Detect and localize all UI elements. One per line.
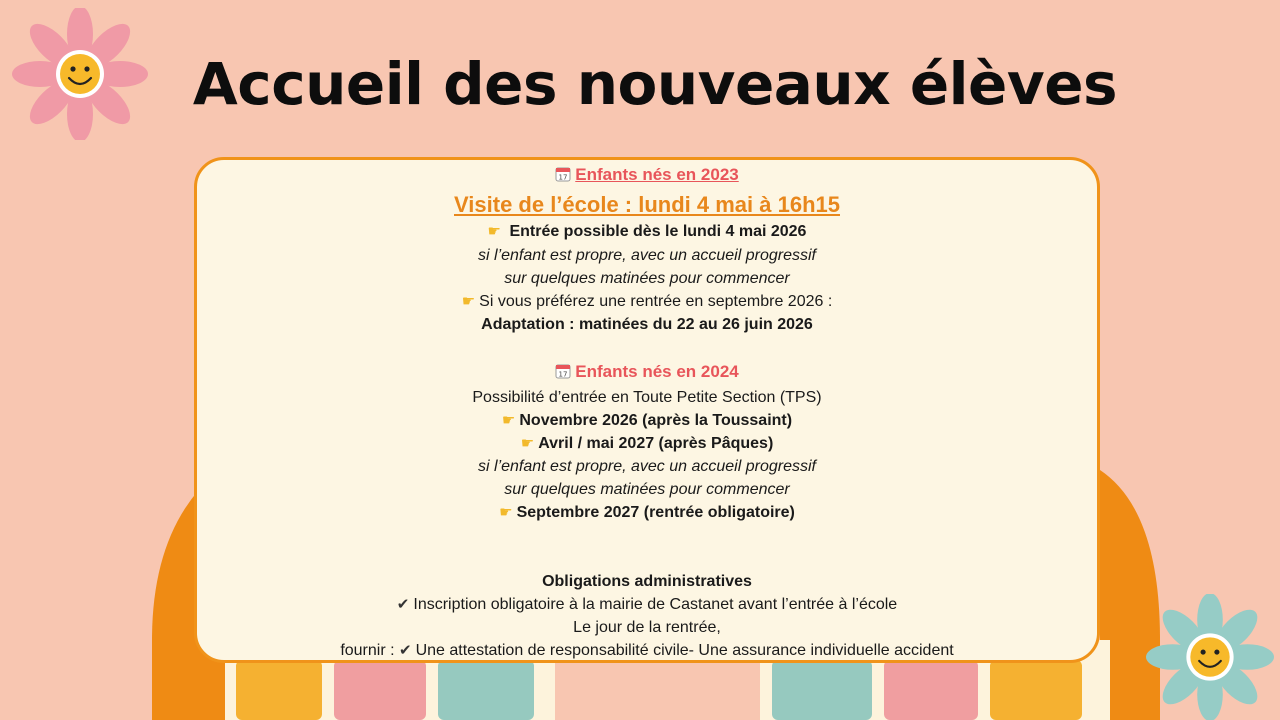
page-title: Accueil des nouveaux élèves — [192, 50, 1118, 118]
admin-line — [197, 595, 1097, 615]
condition-text: sur quelques matinées pour commencer — [504, 270, 790, 287]
condition-text: si l’enfant est propre, avec un accueil progressif — [478, 247, 816, 264]
september-text: Si vous préférez une rentrée en septembre 2026 : — [479, 293, 833, 310]
section1-heading-line — [197, 165, 1097, 186]
condition-text: sur quelques matinées pour commencer — [504, 481, 790, 498]
pointing-hand-icon: ☛ — [461, 293, 476, 310]
admin-prefix: fournir : — [340, 642, 395, 659]
tps-text: Possibilité d’entrée en Toute Petite Section (TPS) — [472, 389, 822, 406]
pointing-hand-icon: ☛ — [499, 504, 513, 521]
entry-line — [197, 222, 1097, 242]
admin-text: Le jour de la rentrée, — [573, 619, 721, 636]
option-text: Avril / mai 2027 (après Pâques) — [538, 435, 774, 452]
admin-line — [197, 641, 1097, 661]
info-card — [194, 157, 1100, 663]
option-line — [197, 434, 1097, 454]
pointing-hand-icon: ☛ — [520, 435, 535, 452]
option-line — [197, 411, 1097, 431]
option-text: Novembre 2026 (après la Toussaint) — [519, 412, 793, 429]
smiley-flower-icon — [1144, 594, 1276, 720]
check-mark-icon: ✔ — [399, 642, 412, 659]
visit-line — [197, 192, 1097, 221]
svg-text:17: 17 — [558, 173, 568, 182]
admin-heading: Obligations administratives — [542, 573, 752, 590]
option-line — [197, 503, 1097, 523]
visit-date: Visite de l’école : lundi 4 mai à 16h15 — [454, 192, 840, 217]
adaptation-text: Adaptation : matinées du 22 au 26 juin 2026 — [481, 316, 813, 333]
check-mark-icon: ✔ — [396, 596, 410, 613]
svg-text:17: 17 — [558, 370, 568, 379]
september-line — [197, 292, 1097, 312]
calendar-icon — [555, 363, 571, 379]
entry-text: Entrée possible dès le lundi 4 mai 2026 — [509, 223, 807, 240]
section2-heading: Enfants nés en 2024 — [575, 362, 739, 381]
section1-heading: Enfants nés en 2023 — [575, 165, 739, 184]
option-text: Septembre 2027 (rentrée obligatoire) — [516, 504, 795, 521]
admin-text: Une attestation de responsabilité civile- Une assurance individuelle accident — [415, 642, 954, 659]
condition-text: si l’enfant est propre, avec un accueil progressif — [478, 458, 816, 475]
pointing-hand-icon: ☛ — [487, 223, 501, 240]
section2-heading-line — [197, 362, 1097, 383]
pointing-hand-icon: ☛ — [501, 412, 516, 429]
admin-text: Inscription obligatoire à la mairie de Castanet avant l’entrée à l’école — [413, 596, 898, 613]
calendar-icon — [555, 166, 571, 182]
